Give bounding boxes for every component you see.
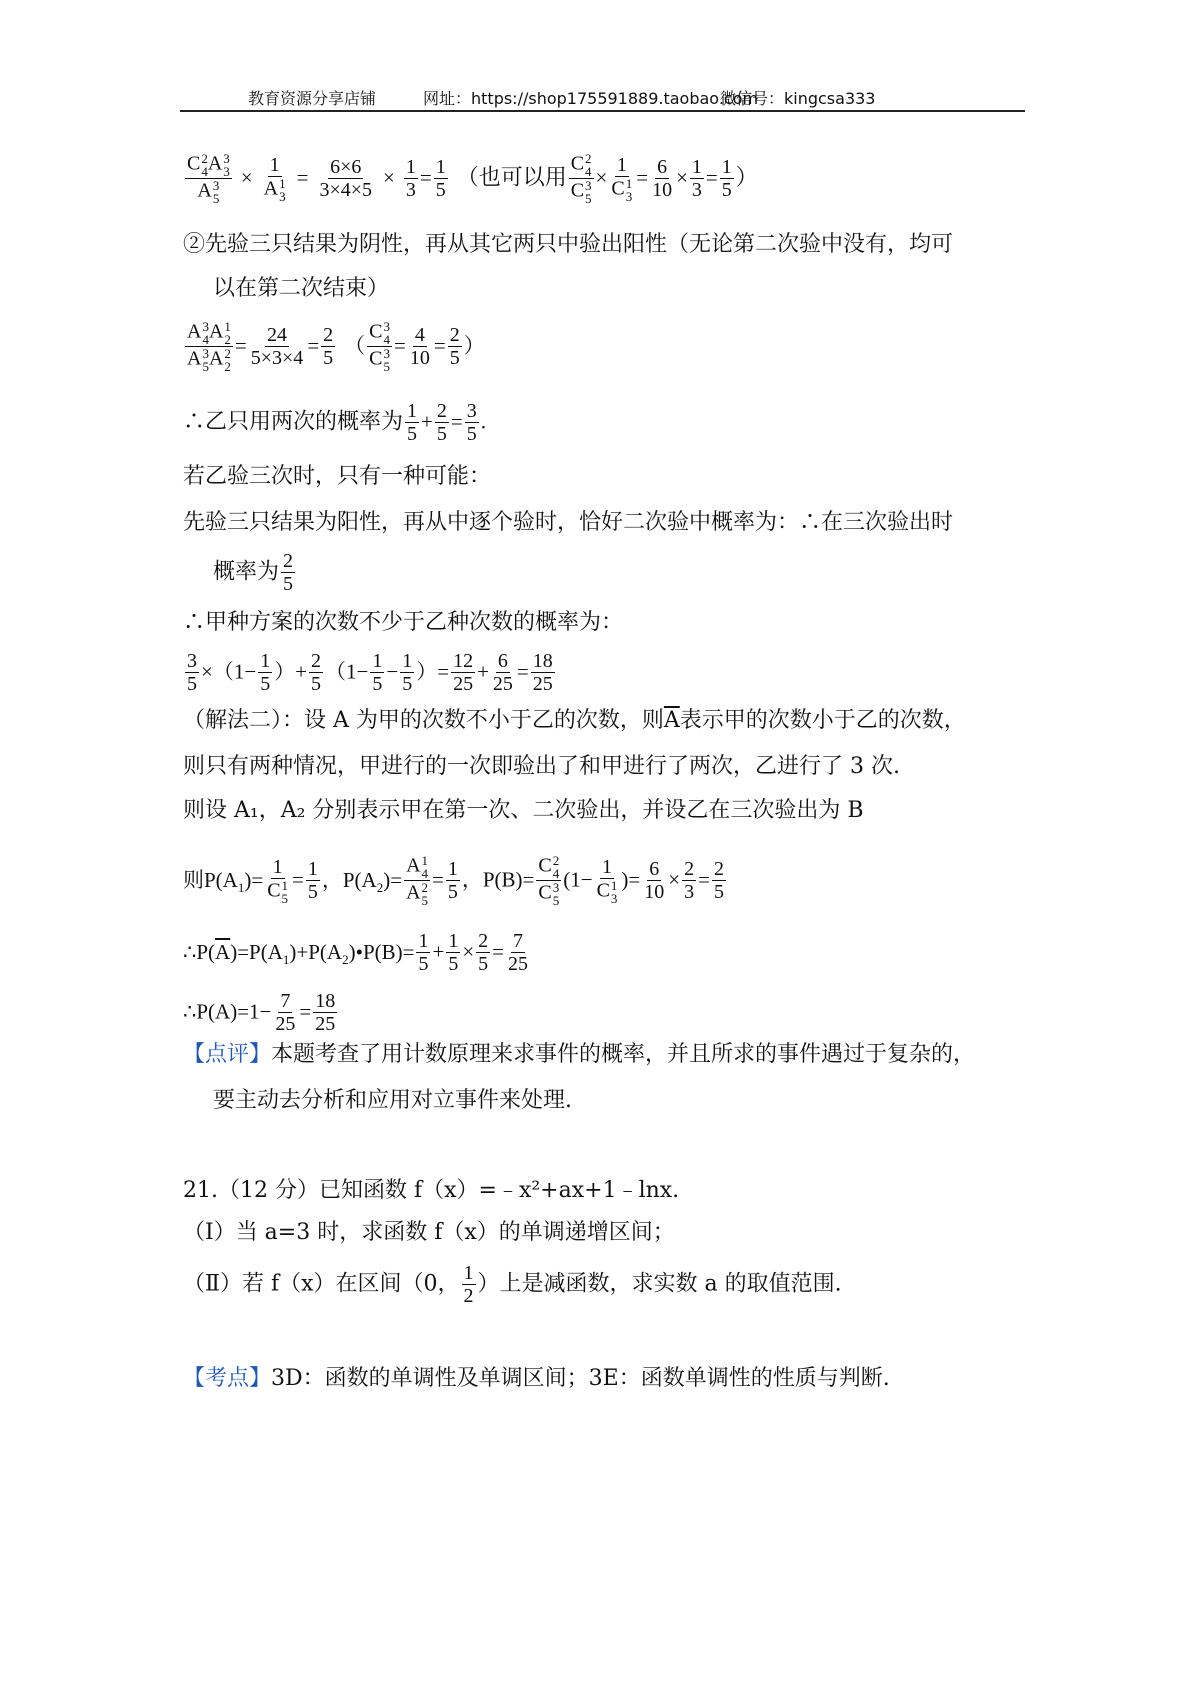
formula-line-10: $\frac{3}{5}$ ×（1− $\frac{1}{5}$ ）+ $\frac{2}{5}$ （1− $\frac{1}{5}$ − $\frac{1}{5}$ ）= $\frac{12}{25}$ + $\frac{6}{25}$ = $\frac{18}{25}$ [187,650,553,695]
text-line-3: 以在第二次结束） [213,276,390,301]
text-line-11: （解法二）：设 A 为甲的次数不小于乙的次数，则$\overline{A}$表示甲的次数小于乙的次数， [183,708,966,733]
prob-three-text: 概率为 [213,559,280,585]
text-line-7: 先验三只结果为阳性，再从中逐个验时，恰好二次验中概率为：∴在三次验出时 [183,510,954,535]
knowledge-tag: 【考点】 [183,1366,272,1391]
formula-line-8: 概率为 $\frac{2}{5}$ [213,550,294,595]
comment-line-2: 要主动去分析和应用对立事件来处理. [213,1088,572,1113]
text-line-9: ∴甲种方案的次数不少于乙种次数的概率为： [183,610,624,635]
close-paren: ） [735,165,758,191]
formula-line-15: $\therefore P(\overline{A})=P(A_1)+P(A_2)•P(B)=$ $\frac{1}{5}$ + $\frac{1}{5}$ × $\frac{2}{5}$ = $\frac{7}{25}$ [183,930,528,975]
formula-line-16: ∴P(A)=1− $\frac{7}{25}$ = $\frac{18}{25}$ [183,990,336,1035]
comment-line: 【点评】本题考查了用计数原理来求事件的概率，并且所求的事件遇过于复杂的， [183,1042,976,1067]
page-header [180,84,1025,112]
comment-tag: 【点评】 [183,1042,272,1067]
formula-line-1: C 2 4 A 3 3 A 3 5 × 1 A 1 3 = $\frac{6\times 6}{3\times 4\times 5}$ × $\frac{1}{3}$ = $\frac{1}{5}$ （也可以用 C 2 4 C 3 5 × 1 C 1 3 = $\frac{6}{10}$ × $\frac{1}{3}$ = $\frac{1}{5}$ ） [187,151,758,206]
complement-a: $\overline{A}$ [663,708,680,733]
question-21: 21.（12 分）已知函数 f（x）=﹣x²+ax+1﹣lnx. [183,1178,680,1203]
formula-line-4: A 3 4 A 1 2 A 3 5 A 2 2 = $\frac{24}{5\times 3\times 4}$ = $\frac{2}{5}$ （ C 3 4 C 3 5 = $\frac{4}{10}$ = $\frac{2}{5}$ ） [187,319,485,374]
knowledge-point: 【考点】3D：函数的单调性及单调区间；3E：函数单调性的性质与判断. [183,1366,890,1391]
text-line-6: 若乙验三次时，只有一种可能： [183,464,492,489]
text-line-12: 则只有两种情况，甲进行的一次即验出了和甲进行了两次，乙进行了 3 次. [183,754,900,779]
formula-line-5: ∴乙只用两次的概率为 $\frac{1}{5}$ + $\frac{2}{5}$ = $\frac{3}{5}$ . [183,400,486,445]
text-line-13: 则设 A₁，A₂ 分别表示甲在第一次、二次验出，并设乙在三次验出为 B [183,798,864,823]
question-21-part-2: （Ⅱ）若 f（x）在区间（0， $\frac{1}{2}$ ）上是减函数，求实数 a 的取值范围. [183,1262,842,1307]
alt-method-text: （也可以用 [456,165,567,191]
question-21-part-1: （Ⅰ）当 a=3 时，求函数 f（x）的单调递增区间； [183,1220,675,1245]
formula-line-14: 则$P(A_1)=$ 1 C 1 5 = $\frac{1}{5}$ ，$P(A_2)=$ A 1 4 A 2 5 = $\frac{1}{5}$ ，P(B)= C 2 4 C 3 5 (1− 1 C 1 3 )= $\frac{6}{10}$ × $\frac{2}{3}$ = $\frac{2}{5}$ [183,853,724,908]
shop-name: 教育资源分享店铺 [248,89,377,108]
shop-url[interactable]: 网址：https://shop175591889.taobao.com [423,89,759,108]
text-line-2: ②先验三只结果为阴性，再从其它两只中验出阳性（无论第二次验中没有，均可 [183,232,954,257]
prob-two-text: ∴乙只用两次的概率为 [183,409,404,435]
wechat-id: 微信号：kingcsa333 [720,89,876,108]
